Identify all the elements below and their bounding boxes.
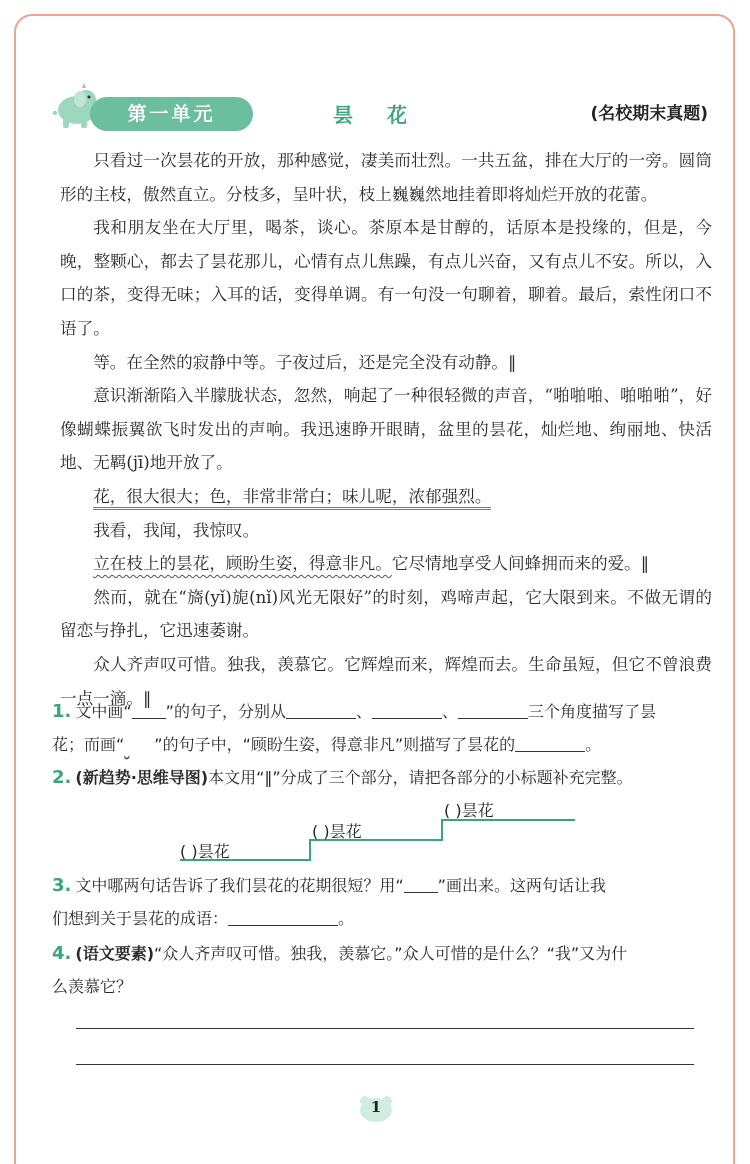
question-number: 3. [52, 875, 72, 896]
paragraph: 等。在全然的寂静中等。子夜过后，还是完全没有动静。‖ [93, 352, 517, 372]
question-number: 2. [52, 767, 72, 788]
question-text: 三个角度描写了昙 [528, 702, 657, 721]
question-3 [52, 869, 712, 935]
question-text: 么羡慕它？ [52, 977, 133, 996]
question-4 [52, 937, 712, 1003]
question-text: 。 [338, 909, 355, 928]
double-underlined-sentence: 花，很大很大；色，非常非常白；味儿呢，浓郁强烈。 [93, 487, 491, 510]
question-text: 文中画“ [75, 702, 132, 721]
underline-mark-sample [404, 876, 438, 893]
question-text: ”的句子，分别从 [165, 702, 286, 721]
paragraph: 意识渐渐陷入半朦胧状态，忽然，响起了一种很轻微的声音，“啪啪啪、啪啪啪”，好像蝴蝶振翼欲飞时发出的声响。我迅速睁开眼睛，盆里的昙花，灿烂地、绚丽地、快活地、无羁(jī)地开放了。 [60, 386, 712, 473]
page-number-badge [356, 1094, 396, 1122]
paragraph: 众人齐声叹可惜。独我，羡慕它。它辉煌而来，辉煌而去。生命虽短，但它不曾浪费一点一滴。‖ [60, 654, 712, 708]
unit-badge: 第一单元 [90, 97, 253, 131]
question-tag: (语文要素) [75, 944, 155, 963]
question-number: 4. [52, 943, 72, 964]
page-number: 1 [370, 1098, 382, 1116]
question-text: 花；而画“ [52, 735, 125, 754]
answer-blank[interactable] [228, 909, 338, 926]
question-text: 文中哪两句话告诉了我们昙花的花期很短？用“ [75, 876, 404, 895]
step-label-2[interactable]: ( )昙花 [312, 822, 362, 841]
answer-line[interactable] [76, 1028, 694, 1029]
paragraph-rest: 它尽情地享受人间蜂拥而来的爱。‖ [391, 554, 650, 574]
series-label: (名校期末真题) [590, 104, 708, 124]
question-number: 1. [52, 701, 72, 722]
paragraph: 只看过一次昙花的开放，那种感觉，凄美而壮烈。一共五盆，排在大厅的一旁。圆筒形的主枝，傲然直立。分枝多，呈叶状，枝上巍巍然地挂着即将灿烂开放的花蕾。 [60, 151, 712, 204]
question-tag: (新趋势·思维导图) [75, 768, 209, 787]
paragraph: 然而，就在“旖(yǐ)旎(nǐ)风光无限好”的时刻，鸡啼声起，它大限到来。不做无谓的留恋与挣扎，它迅速萎谢。 [60, 587, 712, 641]
question-text: ”画出来。这两句话让我 [437, 876, 606, 895]
step-label-3[interactable]: ( )昙花 [444, 801, 494, 820]
page-title: 昙花 [333, 103, 441, 127]
wavy-underlined-sentence: 立在枝上的昙花，顾盼生姿，得意非凡。 [93, 554, 392, 574]
question-text: 、 [441, 702, 458, 721]
step-label-1[interactable]: ( )昙花 [180, 842, 230, 861]
question-text: 们想到关于昙花的成语： [52, 909, 229, 928]
paragraph: 我看，我闻，我惊叹。 [93, 520, 260, 540]
question-text: “众人齐声叹可惜。独我，羡慕它。”众人可惜的是什么？“我”又为什 [154, 944, 628, 963]
answer-line[interactable] [76, 1064, 694, 1065]
question-text: 、 [355, 702, 372, 721]
question-text: 。 [585, 735, 602, 754]
paragraph: 我和朋友坐在大厅里，喝茶，谈心。茶原本是甘醇的，话原本是投缘的，但是，今晚，整颗心，都去了昙花那儿，心情有点儿焦躁，有点儿兴奋，又有点儿不安。所以，入口的茶，变得无味；入耳的话，变得单调。有一句没一句聊着，聊着。最后，索性闭口不语了。 [60, 218, 712, 338]
question-text: 本文用“‖”分成了三个部分，请把各部分的小标题补充完整。 [208, 768, 633, 787]
question-text: ”的句子中，“顾盼生姿，得意非凡”则描写了昙花的 [154, 735, 516, 754]
